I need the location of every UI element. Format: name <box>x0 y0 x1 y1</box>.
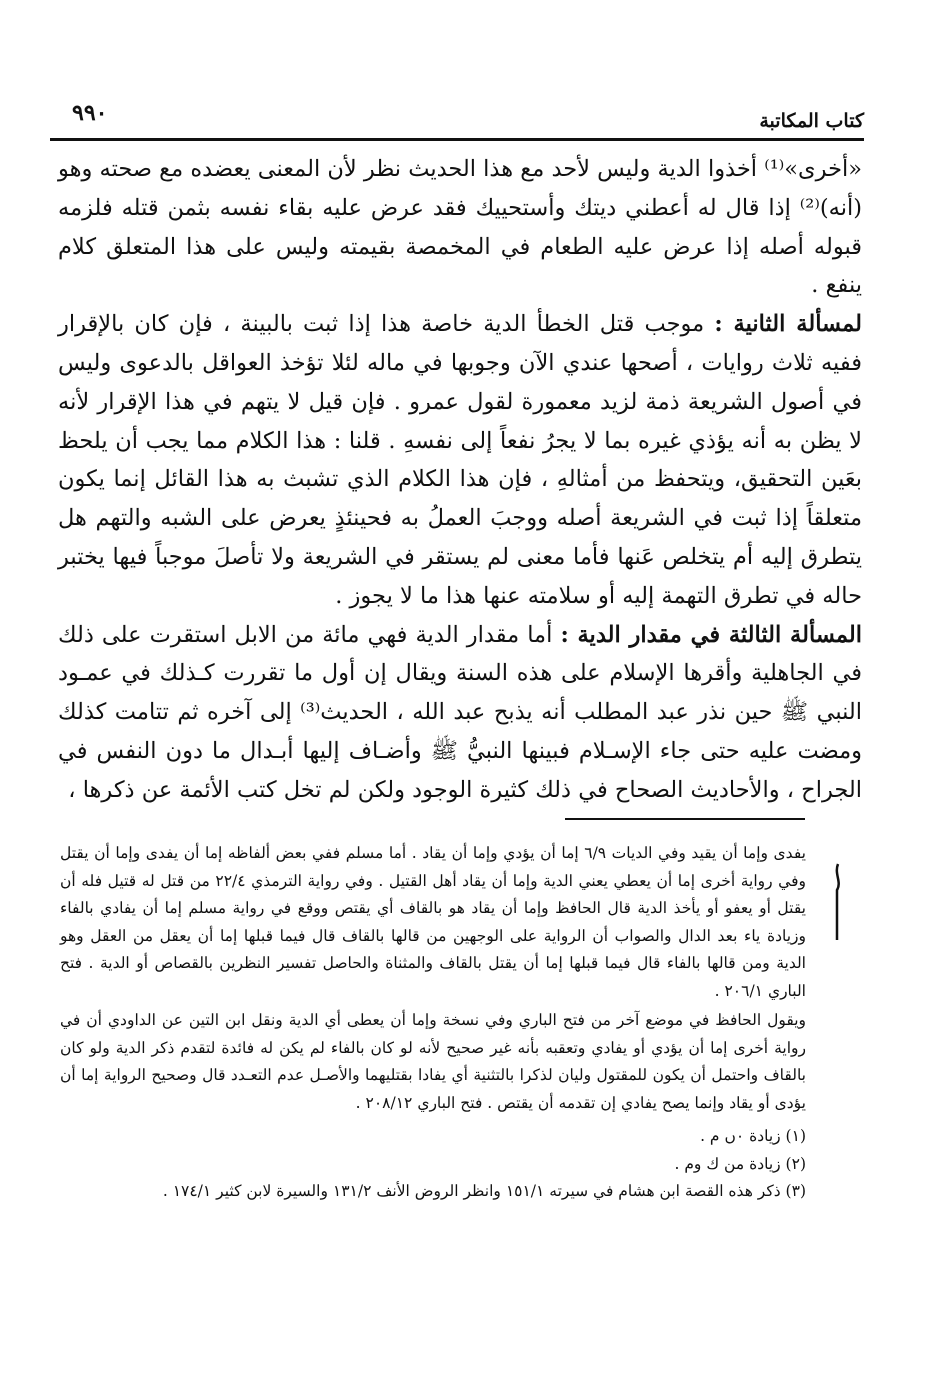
chapter-title: كتاب المكاتبة <box>759 110 864 132</box>
paragraph-3-body: أما مقدار الدية فهي مائة من الابل استقرت على ذلك في الجاهلية وأقرها الإسلام على هذه السنة ويقال إن أول ما تقررت كـذلك في عمـود النبي ﷺ حين نذر عبد المطلب أنه يذبح عبد الله ، الحديث⁽³⁾ إلى آخره ثم تتامت كذلك ومضت عليه حتى جاء الإسـلام فبينها النبيُّ ﷺ وأضـاف إليها أبـدال ما دون النفس في الجراح ، والأحاديث الصحاح في ذلك كثيرة الوجود ولكن لم تخل كتب الأئمة عن ذكرها ، <box>58 621 863 803</box>
header-rule <box>50 138 864 141</box>
footnote-1: (١) زيادة ٠ں م . <box>700 1127 806 1145</box>
page-number: ٩٩٠ <box>72 100 108 126</box>
paragraph-2 <box>58 305 862 615</box>
footnote-separator <box>565 818 805 820</box>
footnote-commentary-1: يفدى وإما أن يقيد وفي الديات ٦/٩ إما أن يؤدي وإما أن يقاد . أما مسلم ففي بعض ألفاظه إما أن يفدى وإما أن يقتل وفي رواية أخرى إما أن يعطي يعني الدية وإما أن يقاد أهل القتيل . وفي رواية الترمذي ٢٢/٤ من قتل له قتيل فله أن يقتل أو يعفو أو يأخذ الدية قال الحافظ وإما أن يقاد هو بالقاف أي يقتص ووقع في رواية مسلم إما أن يفادي بالفاء وزيادة ياء بعد الدال والصواب أن الرواية على الوجهين من قالها بالقاف قال فيما قبلها إما أن يعقل من العقل وهو الدية ومن قالها بالفاء قال فيما قبلها إما أن يقتل بالقاف والمثناة والحاصل تفسير النظرين بالقصاص أو الدية . فتح الباري ٢٠٦/١ . <box>60 844 806 1000</box>
section-heading-3: المسألة الثالثة في مقدار الدية : <box>560 621 862 648</box>
footnote-commentary-2: ويقول الحافظ في موضع آخر من فتح الباري وفي نسخة وإما أن يعطى أي الدية ونقل ابن التين عن الداودي أن في رواية أخرى إما أن يؤدي أو يفادي وتعقبه بأنه غير صحيح لأنه لو كان بالفاء لم يكن له فائدة لتقدم ذكر الدية ولو كان بالقاف واحتمل أن يكون للمقتول وليان لذكرا بالتثنية أي يفادا بقتليهما والأصـل عدم التعـدد قال وصحيح الرواية إما أن يؤدى أو يقاد وإنما يصح يفادي إن تقدمه أن يقتص . فتح الباري ٢٠٨/١٢ . <box>60 1011 806 1112</box>
paragraph-2-body: موجب قتل الخطأ الدية خاصة هذا إذا ثبت بالبينة ، فإن كان بالإقرار ففيه ثلاث روايات ، أصحها عندي الآن وجوبها في ماله لئلا تؤخذ العواقل بالدعوى وليس في أصول الشريعة ذمة لزيد معمورة لقول عمرو . فإن قيل لا يتهم في هذا الإقرار لأنه لا يظن به أنه يؤذي غيره بما لا يجرُ نفعاً إلى نفسهِ . قلنا : هذا الكلام مما يجب أن يلحظ بعَين التحقيق، ويتحفظ من أمثالهِ ، فإن هذا الكلام الذي تشبث به هذا القائل إنما يكون متعلقاً إذا ثبت في الشريعة أصله ووجبَ العملُ به فحينئذٍ يعرض على الشبه والتهم هل يتطرق إليه أم يتخلص عَنها فأما معنى لم يستقر في الشريعة ولا تأصلَ موجباً فيها يختبر حاله في تطرق التهمة إليه أو سلامته عنها هذا ما لا يجوز . <box>58 311 862 609</box>
page-header <box>50 98 864 138</box>
main-text <box>58 150 862 810</box>
footnote-list <box>60 1123 806 1206</box>
footnote-2: (٢) زيادة من ك وم . <box>674 1154 806 1173</box>
paragraph-3 <box>58 616 862 810</box>
paragraph-1: «أخرى»⁽¹⁾ أخذوا الدية وليس لأحد مع هذا الحديث نظر لأن المعنى يعضده مع صحته وهو (أنه)⁽²⁾ إذا قال له أعطني ديتك وأستحييك فقد عرض عليه بقاء نفسه بثمن قتله فلزمه قبوله أصله إذا عرض عليه الطعام في المخمصة بقيمته وليس على هذا المتعلق كلام ينفع . <box>58 156 862 299</box>
margin-mark <box>830 862 844 942</box>
footnotes <box>60 840 806 1206</box>
footnote-3: (٣) ذكر هذه القصة ابن هشام في سيرته ١٥١/١ وانظر الروض الأنف ١٣١/٢ والسيرة لابن كثير ١٧٤/١ . <box>162 1182 806 1200</box>
section-heading-2: لمسألة الثانية : <box>714 311 862 338</box>
